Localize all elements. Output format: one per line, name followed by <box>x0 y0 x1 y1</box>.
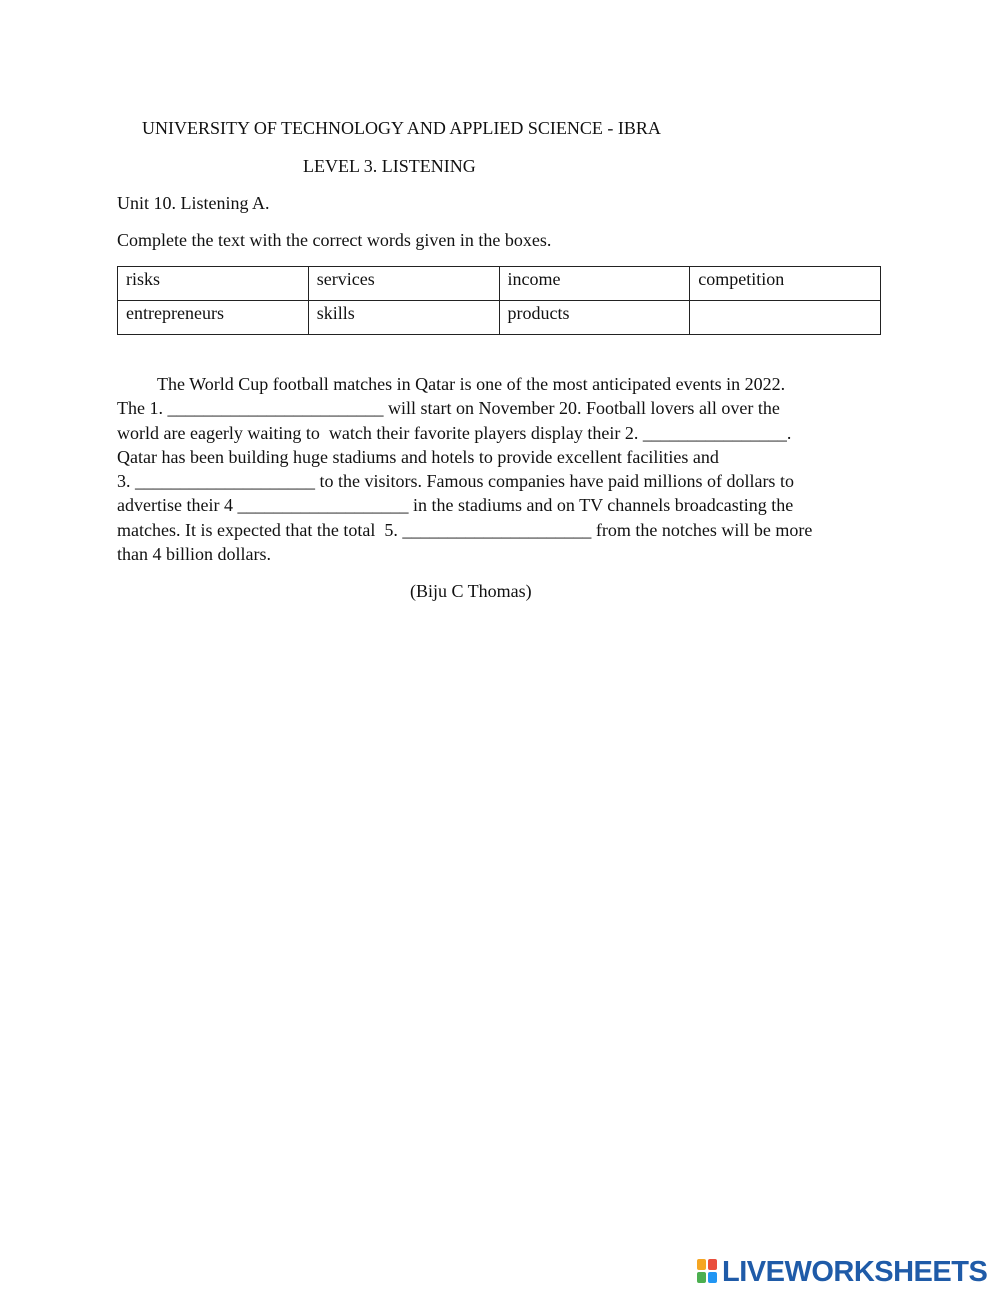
passage-line-blank-1[interactable]: The 1. ________________________ will start on November 20. Football lovers all over the <box>117 398 780 418</box>
word-box-row <box>118 267 881 301</box>
unit-heading: Unit 10. Listening A. <box>117 193 270 213</box>
passage-line-blank-4[interactable]: advertise their 4 ___________________ in the stadiums and on TV channels broadcasting the <box>117 495 794 515</box>
passage-line-blank-2[interactable]: world are eagerly waiting to watch their favorite players display their 2. ________________. <box>117 423 792 443</box>
word-cell: skills <box>308 301 499 335</box>
word-cell: competition <box>690 267 881 301</box>
level-heading: LEVEL 3. LISTENING <box>303 156 476 176</box>
word-cell: risks <box>118 267 309 301</box>
university-title: UNIVERSITY OF TECHNOLOGY AND APPLIED SCIENCE - IBRA <box>142 118 661 138</box>
logo-text: LIVEWORKSHEETS <box>722 1256 988 1288</box>
word-cell: services <box>308 267 499 301</box>
passage-line-blank-3[interactable]: 3. ____________________ to the visitors. Famous companies have paid millions of dollars to <box>117 471 794 491</box>
passage-line: Qatar has been building huge stadiums and hotels to provide excellent facilities and <box>117 447 719 467</box>
passage-line: The World Cup football matches in Qatar is one of the most anticipated events in 2022. <box>157 374 786 394</box>
word-cell: income <box>499 267 690 301</box>
passage-line: than 4 billion dollars. <box>117 544 271 564</box>
passage-line-blank-5[interactable]: matches. It is expected that the total 5. _____________________ from the notches will be more <box>117 520 813 540</box>
word-cell: entrepreneurs <box>118 301 309 335</box>
liveworksheets-logo-icon <box>697 1259 719 1285</box>
author-credit: (Biju C Thomas) <box>410 581 532 601</box>
liveworksheets-logo[interactable] <box>697 1257 987 1287</box>
word-box-table <box>117 266 881 335</box>
word-cell <box>690 301 881 335</box>
instruction-text: Complete the text with the correct words given in the boxes. <box>117 230 552 250</box>
word-box-row <box>118 301 881 335</box>
word-cell: products <box>499 301 690 335</box>
